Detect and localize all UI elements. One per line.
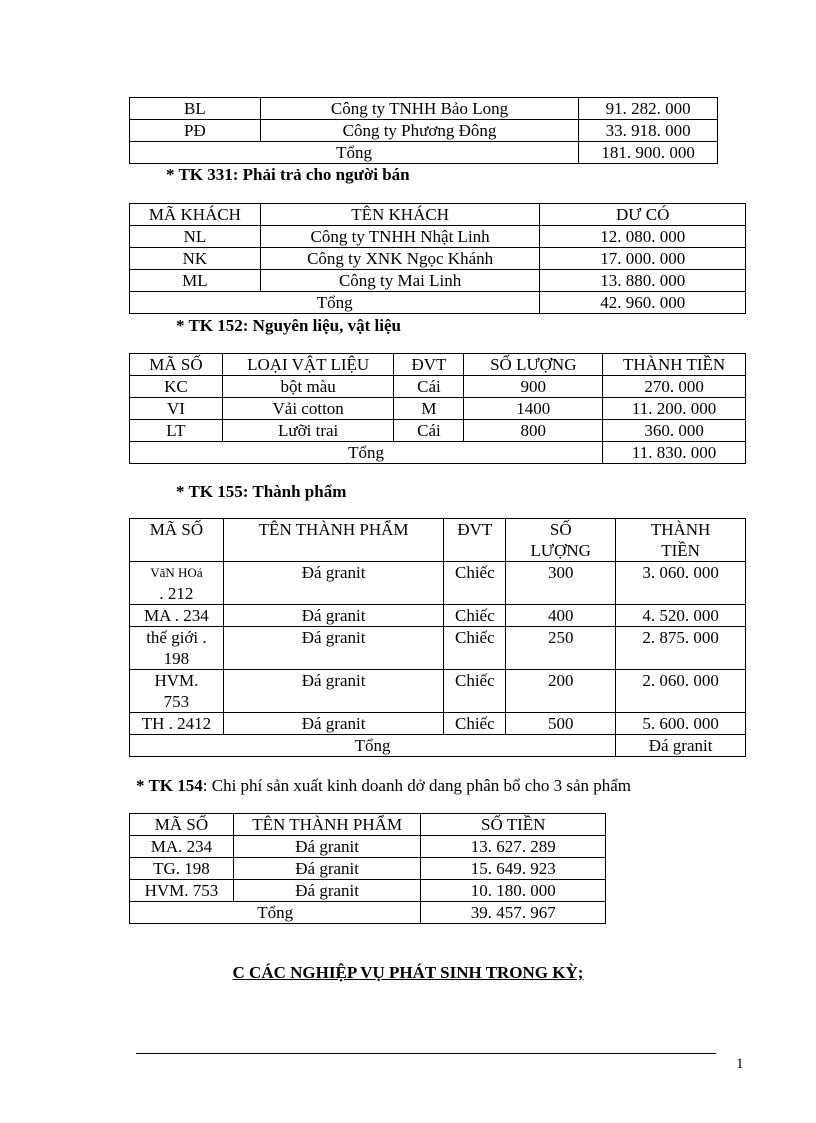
- column-header: SỐ TIỀN: [421, 814, 606, 836]
- table-row: [130, 226, 746, 248]
- table-row: [130, 836, 606, 858]
- tk331-table: [129, 203, 746, 314]
- material-name: bột màu: [222, 376, 394, 398]
- column-header: TÊN KHÁCH: [260, 204, 540, 226]
- quantity: 400: [506, 605, 616, 627]
- unit: M: [394, 398, 464, 420]
- table-row: [130, 605, 746, 627]
- tk155-table: [129, 518, 746, 757]
- amount: 17. 000. 000: [540, 248, 746, 270]
- product-code: [130, 562, 224, 605]
- material-code: KC: [130, 376, 223, 398]
- table-row: [130, 858, 606, 880]
- unit: Chiếc: [444, 605, 506, 627]
- table-row: [130, 270, 746, 292]
- product-code: HVM. 753: [130, 880, 234, 902]
- customer-code: BL: [130, 98, 261, 120]
- amount: 3. 060. 000: [616, 562, 746, 605]
- receivables-table: [129, 97, 718, 164]
- quantity: 250: [506, 627, 616, 670]
- tk152-table: [129, 353, 746, 464]
- header-row: [130, 814, 606, 836]
- supplier-code: NK: [130, 248, 261, 270]
- product-name: Đá granit: [233, 880, 421, 902]
- product-name: Đá granit: [223, 627, 444, 670]
- total-amount: 11. 830. 000: [603, 442, 746, 464]
- column-header: MÃ SỐ: [130, 814, 234, 836]
- product-code: [130, 670, 224, 713]
- tk154-heading: [136, 776, 631, 796]
- total-label: Tổng: [130, 902, 421, 924]
- product-name: Đá granit: [223, 670, 444, 713]
- table-row: [130, 713, 746, 735]
- material-name: Lưỡi trai: [222, 420, 394, 442]
- column-header: [616, 519, 746, 562]
- table-row: [130, 376, 746, 398]
- total-label: Tổng: [130, 292, 540, 314]
- amount: 91. 282. 000: [579, 98, 718, 120]
- quantity: 800: [464, 420, 603, 442]
- product-name: Đá granit: [223, 713, 444, 735]
- header-line: THÀNH: [650, 520, 711, 539]
- header-row: [130, 519, 746, 562]
- amount: 360. 000: [603, 420, 746, 442]
- unit: Cái: [394, 376, 464, 398]
- total-label: Tổng: [130, 142, 579, 164]
- section-title: C CÁC NGHIỆP VỤ PHÁT SINH TRONG KỲ;: [232, 963, 584, 982]
- customer-code: PĐ: [130, 120, 261, 142]
- total-row: [130, 442, 746, 464]
- amount: 15. 649. 923: [421, 858, 606, 880]
- supplier-name: Công ty Mai Linh: [260, 270, 540, 292]
- product-code: MA. 234: [130, 836, 234, 858]
- supplier-name: Công ty TNHH Nhật Linh: [260, 226, 540, 248]
- total-amount: 39. 457. 967: [421, 902, 606, 924]
- column-header: TÊN THÀNH PHẨM: [233, 814, 421, 836]
- amount: 10. 180. 000: [421, 880, 606, 902]
- header-line: TIỀN: [661, 541, 700, 560]
- table-row: [130, 627, 746, 670]
- table-row: [130, 880, 606, 902]
- product-code: [130, 627, 224, 670]
- code-line: HVM.: [154, 671, 199, 690]
- supplier-code: NL: [130, 226, 261, 248]
- total-amount: 42. 960. 000: [540, 292, 746, 314]
- table-row: [130, 120, 718, 142]
- supplier-code: ML: [130, 270, 261, 292]
- header-row: [130, 354, 746, 376]
- amount: 2. 875. 000: [616, 627, 746, 670]
- product-name: Đá granit: [223, 562, 444, 605]
- table-row: [130, 248, 746, 270]
- material-code: LT: [130, 420, 223, 442]
- table-row: [130, 98, 718, 120]
- total-amount: 181. 900. 000: [579, 142, 718, 164]
- amount: 270. 000: [603, 376, 746, 398]
- column-header: TÊN THÀNH PHẨM: [223, 519, 444, 562]
- page-number: 1: [736, 1056, 744, 1072]
- code-line: 753: [163, 692, 190, 711]
- product-name: Đá granit: [233, 858, 421, 880]
- column-header: [506, 519, 616, 562]
- table-row: [130, 398, 746, 420]
- quantity: 900: [464, 376, 603, 398]
- header-row: [130, 204, 746, 226]
- total-row: [130, 142, 718, 164]
- material-name: Vải cotton: [222, 398, 394, 420]
- column-header: DƯ CÓ: [540, 204, 746, 226]
- tk154-table: [129, 813, 606, 924]
- tk331-heading: * TK 331: Phải trả cho người bán: [166, 165, 410, 184]
- column-header: MÃ KHÁCH: [130, 204, 261, 226]
- code-line: . 212: [159, 584, 194, 603]
- amount: 4. 520. 000: [616, 605, 746, 627]
- quantity: 500: [506, 713, 616, 735]
- customer-name: Công ty Phương Đông: [260, 120, 578, 142]
- tk154-heading-bold: * TK 154: [136, 776, 203, 795]
- column-header: ĐVT: [444, 519, 506, 562]
- tk152-heading: * TK 152: Nguyên liệu, vật liệu: [176, 316, 401, 335]
- supplier-name: Công ty XNK Ngọc Khánh: [260, 248, 540, 270]
- quantity: 300: [506, 562, 616, 605]
- amount: 33. 918. 000: [579, 120, 718, 142]
- header-line: SỐ: [549, 520, 572, 539]
- amount: 11. 200. 000: [603, 398, 746, 420]
- code-line: MA . 234: [144, 606, 209, 625]
- unit: Chiếc: [444, 713, 506, 735]
- column-header: MÃ SỐ: [130, 519, 224, 562]
- product-code: TG. 198: [130, 858, 234, 880]
- total-row: [130, 735, 746, 757]
- material-code: VI: [130, 398, 223, 420]
- amount: 5. 600. 000: [616, 713, 746, 735]
- footer-divider: [136, 1053, 716, 1054]
- total-label: Tổng: [130, 442, 603, 464]
- unit: Cái: [394, 420, 464, 442]
- unit: Chiếc: [444, 670, 506, 713]
- header-line: LƯỢNG: [530, 541, 591, 560]
- code-line: 198: [163, 649, 190, 668]
- column-header: MÃ SỐ: [130, 354, 223, 376]
- code-line: TH . 2412: [141, 714, 212, 733]
- code-line: VăN HOá: [150, 565, 203, 580]
- column-header: THÀNH TIỀN: [603, 354, 746, 376]
- table-row: [130, 562, 746, 605]
- amount: 13. 627. 289: [421, 836, 606, 858]
- customer-name: Công ty TNHH Bảo Long: [260, 98, 578, 120]
- product-code: [130, 605, 224, 627]
- quantity: 200: [506, 670, 616, 713]
- quantity: 1400: [464, 398, 603, 420]
- amount: 13. 880. 000: [540, 270, 746, 292]
- product-code: [130, 713, 224, 735]
- unit: Chiếc: [444, 562, 506, 605]
- tk154-heading-rest: : Chi phí sản xuất kinh doanh dở dang phân bổ cho 3 sản phẩm: [202, 776, 632, 795]
- tk155-heading: * TK 155: Thành phẩm: [176, 482, 347, 501]
- product-name: Đá granit: [223, 605, 444, 627]
- total-amount: Đá granit: [616, 735, 746, 757]
- unit: Chiếc: [444, 627, 506, 670]
- code-line: thế giới .: [146, 628, 207, 647]
- product-name: Đá granit: [233, 836, 421, 858]
- total-row: [130, 902, 606, 924]
- column-header: LOẠI VẬT LIỆU: [222, 354, 394, 376]
- table-row: [130, 670, 746, 713]
- amount: 12. 080. 000: [540, 226, 746, 248]
- total-label: Tổng: [130, 735, 616, 757]
- table-row: [130, 420, 746, 442]
- total-row: [130, 292, 746, 314]
- amount: 2. 060. 000: [616, 670, 746, 713]
- column-header: SỐ LƯỢNG: [464, 354, 603, 376]
- column-header: ĐVT: [394, 354, 464, 376]
